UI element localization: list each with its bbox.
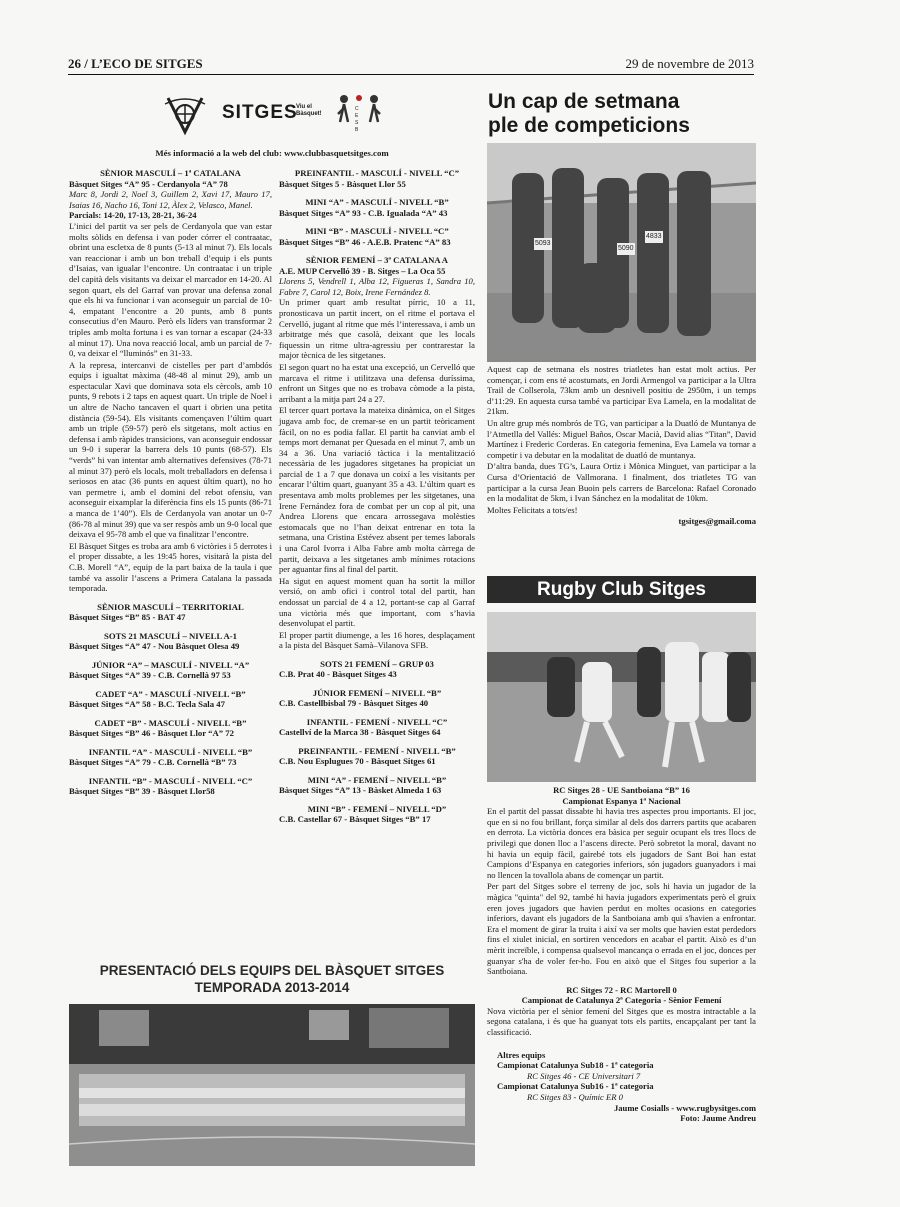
result-score: Bàsquet Sitges “A” 47 - Nou Bàsquet Olesa 49 (69, 641, 240, 652)
result-block (69, 776, 272, 797)
article-paragraph: Un altre grup més nombrós de TG, van participar a la Duatló de Muntanya de l’Atmetlla del Vallés: Miguel Baños, Oscar Macià, David alias “Titan”, David Martínez i Frederic Corderas. En categoria femenina, Eva Lamela va tornar a competir i va debutar en la modalitat de duatló de muntanya. (487, 417, 756, 460)
cesb-text: C E S B (355, 106, 359, 133)
result-title: CADET “A” - MASCULÍ -NIVELL “B” (95, 688, 246, 699)
result-score: Bàsquet Sitges 5 - Bàsquet Llor 55 (279, 178, 406, 189)
senior-femeni-score: A.E. MUP Cervelló 39 - B. Sitges – La Oca 55 (279, 265, 446, 276)
article-paragraph: Moltes Felicitats a tots/es! (487, 504, 578, 515)
result-block (279, 226, 475, 247)
result-title: MINI “A” - MASCULÍ - NIVELL “B” (305, 197, 449, 207)
result-title: CADET “B” - MASCULÍ - NIVELL “B” (94, 717, 247, 728)
rugby-article (487, 785, 756, 1124)
rugby-match-2-competition: Campionat de Catalunya 2ª Categoria - Sènior Femení (521, 995, 722, 1006)
basket-left-column (69, 168, 272, 797)
result-block (279, 688, 475, 709)
result-score: Bàsquet Sitges “B” 46 - A.E.B. Pratenc “A” 83 (279, 236, 451, 247)
race-bib: 5090 (618, 245, 634, 252)
result-title: JÚNIOR “A” – MASCULÍ - NIVELL “A” (91, 659, 250, 670)
senior-femeni-players: Llorens 5, Vendrell 1, Alba 12, Figueras 1, Sandra 10, Fabre 7, Carol 12, Boix, Irene Fernández 8. (279, 276, 475, 297)
rugby-photo-image (487, 612, 756, 782)
team-photo-image (69, 1004, 475, 1166)
club-emblem-icon (160, 92, 210, 142)
result-score: C.B. Nou Esplugues 70 - Bàsquet Sitges 61 (279, 756, 436, 767)
basket-logo-bar (160, 92, 390, 144)
viu-basquet-text: Viu el Bàsquet! (296, 104, 322, 117)
result-score: C.B. Castellar 67 - Bàsquet Sitges “B” 17 (279, 814, 431, 825)
article-paragraph: Ha sigut en aquest moment quan ha sortit la millor versió, on amb ofici i control total del partit, han endossat un parcial de 4 a 12, portant-se cap al Garraf una victòria més que important, com s’havia desenvolupat el partit. (279, 575, 475, 629)
issue-date: 29 de novembre de 2013 (625, 56, 754, 71)
sub18-result: RC Sitges 46 - CE Universitari 7 (527, 1070, 641, 1081)
result-title: SOTS 21 FEMENÍ – GRUP 03 (320, 658, 434, 669)
result-title: INFANTIL “A” - MASCULÍ - NIVELL “B” (88, 746, 253, 757)
triatlo-title (488, 90, 758, 138)
result-score: Bàsquet Sitges “B” 39 - Bàsquet Llor58 (69, 786, 215, 797)
senior-masculi-partials: Parcials: 14-20, 17-13, 28-21, 36-24 (69, 210, 197, 221)
result-title: PREINFANTIL - MASCULÍ - NIVELL “C” (294, 168, 460, 178)
result-block (279, 717, 475, 738)
senior-masculi-score: Bàsquet Sitges “A” 95 - Cerdanyola “A” 78 (69, 178, 228, 189)
result-block (69, 747, 272, 768)
result-title: INFANTIL “B” - MASCULÍ - NIVELL “C” (88, 775, 253, 786)
article-paragraph: Aquest cap de setmana els nostres triatletes han estat molt actius. Per començar, i com ens té acostumats, en Jordi Armengol va participar a la Ultra Trail de Collserola, 73km amb un desnivell positiu de 2950m, i un temps d’11:29. En aquesta cursa també va participar Eva Lamela, en la modalitat de 21km. (487, 364, 756, 417)
article-paragraph: A la represa, intercanvi de cistelles per part d’ambdós equips i igualtat màxima (48-48 al minut 29), amb un espectacular Xavi que dominava sota els cèrcols, amb 10 punts, 9 rebots i 2 taps en aquest quart. Un triple de Noel i un altre de Nacho tancaven el quart i obrien una petita distància (59-54). Els visitants començaven l’últim quart amb un triple (59-57) però els sitgetans, molt actius en defensa i amb ràpides transicions, van aconseguir endossar un 9-0 i superar la barrera dels 10 punts (68-57). Els “verds” hi van intentar amb alternatives defensives (78-71 al minut 37) però els locals, molt treballadors en defensa i seriosos en atac (36 punts en aquest últim quart), no ho van permetre i, amb el domini del rebot ofensiu, van aconseguir eixamplar la diferència fins els 15 punts (86-71 a manca de 1’40”). Els de Cerdanyola van anotar un 0-7 (86-78 al minut 39) que va ser respòs amb un 9-0 local que deixava el 95-78 amb el que va finalitzar l’encontre. (69, 359, 272, 540)
sub16-result: RC Sitges 83 - Químic ER 0 (527, 1092, 623, 1103)
senior-masculi-players: Marc 8, Jordi 2, Noel 3, Guillem 2, Xavi 17, Mauro 17, Isaias 16, Nacho 16, Toni 12, Àlex 2, Velasco, Manel. (69, 189, 272, 210)
article-paragraph: El tercer quart portava la mateixa dinàmica, on el Sitges jugava amb foc, de cremar-se en un partit teòricament fàcil, on no es podia fallar. El partit ha canviat amb el temps mort demanat per Quesada en el minut 7, amb un 34 a 36. Una variació tàctica i la mentalització necessària de les jugadores sitgetanes ha propiciat un parcial de 1 a 7 que donava un coixí a les visitants per encarar l’últim quart, guanyant 35 a 43. L’últim quart es presentava amb molts problemes per les sitgetanes, una Irene Fernández fora de combat per un cop al pit, una Andrea Llorens que encara arrossegava molèsties estomacals que no l’han deixat entrenar en tota la setmana, una Cristina Estévez absent per temes laborals i una Carol Ivorra i Alba Fabre amb molta càrrega de partit, deixava a les sitgetanes amb mínimes rotacions per aguantar fins al final del partit. (279, 405, 475, 575)
article-paragraph: L’inici del partit va ser pels de Cerdanyola que van estar molts sòlids en defensa i van poder córrer el contraatac, obrint una escletxa de 8 punts (5-13 al minut 7). Els locals van reaccionar i amb un bon treball d’equip i els punts d’Isaias, van igualar l’encontre. Un contraatac i un triple del capità dels visitants va deixar el marcador en 14-20. Al segon quart, els del Garraf van provar una defensa zonal que els hi va funcionar i van aconseguir un parcial de 10-4, empatant l’encontre a 20 punts, amb 8 punts consecutius d’en Mauro. Però els líders van transformar 2 triples amb molta fortuna i es van tornar a escapar (24-33 al minut 17). Una nova reacció local, amb un parcial de 7-0, va deixar el “lluminós” en 31-33. (69, 220, 272, 359)
article-paragraph: Per part del Sitges sobre el terreny de joc, sols hi havia un jugador de la màgica "quinta" del 92, també hi havia jugadors experimentats però el gruix eren joves jugadors que havien perdut en moltes ocasions en categories inferiors, davant els jugadors de la Santboiana amb qui s'havien a enfrontar. Era el moment de girar la truita i així va ser molts que havien estat perdedors fins el xiulet inicial, en sortiren vencedors en acabar el partit. Això es d’un mèrit increïble, i compensa qualsevol mancança o errada en el joc, donces per guanyar s'ha de voler fer-ho. Fou en això que el Sitges fou superior a la Santboiana. (487, 881, 756, 977)
result-score: Bàsquet Sitges “A” 58 - B.C. Tecla Sala 47 (69, 699, 225, 710)
rugby-match-2-score: RC Sitges 72 - RC Martorell 0 (566, 984, 677, 995)
result-score: Bàsquet Sitges “B” 85 - BAT 47 (69, 612, 186, 623)
article-paragraph: En el partit del passat dissabte hi havia tres aspectes prou importants. El joc, que en si no fou brillant, força similar al dels dos darrers partits que acabaren en derrota. La victòria donces era bàsica per seguir ocupant els tres llocs de privilegi que donen lloc a l’ascens directe. Però sobretot la moral, davant no hi havia un equip fàcil, gairebé tots els jugadors de Sant Boi han estat Campions d’Espanya en categories inferiors, són jugadors guanyadors i mai no llencen la tovallola abans de començar un partit. (487, 806, 756, 880)
basket-middle-column (279, 168, 475, 825)
article-paragraph: El Bàsquet Sitges es troba ara amb 6 victòries i 5 derrotes i el proper dissabte, a les 19:45 hores, visitarà la pista del C.B. Morell “A”, equip de la part baixa de la taula i que també va assolir l’ascens a Primera Catalana la passada temporada. (69, 540, 272, 594)
result-score: Bàsquet Sitges “A” 39 - C.B. Cornellà 97 53 (69, 670, 231, 681)
race-bib: 4833 (646, 233, 662, 240)
presentacio-line-1: PRESENTACIÓ DELS EQUIPS DEL BÀSQUET SITGES (99, 963, 445, 978)
page-number: 26 / L’ECO DE SITGES (68, 56, 203, 71)
result-title: SÈNIOR MASCULÍ – TERRITORIAL (97, 601, 244, 612)
senior-femeni-title: SÈNIOR FEMENÍ – 3ª CATALANA A (306, 255, 448, 265)
result-block (279, 659, 475, 680)
article-paragraph: El segon quart no ha estat una excepció, un Cervelló que marcava el ritme i utilitzava una defensa duríssima, enfront un Sitges que no es trobava còmode a la pista, arribant a la mitja part 24 a 27. (279, 361, 475, 404)
result-score: Castellví de la Marca 38 - Bàsquet Sitges 64 (279, 727, 441, 738)
result-block (69, 660, 272, 681)
triatlo-email: tgsitges@gmail.coma (678, 516, 756, 527)
team-photo (69, 1004, 475, 1166)
result-score: C.B. Castellbisbal 79 - Bàsquet Sitges 40 (279, 698, 429, 709)
triatlo-article (487, 364, 756, 527)
result-block (69, 631, 272, 652)
result-block (279, 746, 475, 767)
result-title: MINI “A” - FEMENÍ – NIVELL “B” (307, 774, 447, 785)
basket-web-link: Més informació a la web del club: www.clubbasquetsitges.com (155, 148, 389, 158)
sub18-competition: Campionat Catalunya Sub18 - 1ª categoria (497, 1060, 654, 1071)
presentacio-heading (69, 962, 475, 996)
result-score: Bàsquet Sitges “A” 93 - C.B. Igualada “A” 43 (279, 207, 448, 218)
rugby-photo (487, 612, 756, 782)
rugby-match-1-competition: Campionat Espanya 1ª Nacional (562, 795, 681, 806)
article-paragraph: D’altra banda, dues TG’s, Laura Ortiz i Mònica Minguet, van participar a la Cursa d’Orientació de Vallmorana. I finalment, dos triatletes TG van participar a la cursa Jean Buoin pels carrers de Barcelona: Rafael Coronado en la modalitat de 5km, i Ivan Sánchez en la modalitat de 10km. (487, 461, 756, 504)
result-block (69, 718, 272, 739)
race-bib: 5093 (535, 240, 551, 247)
sub16-competition: Campionat Catalunya Sub16 - 1ª categoria (497, 1081, 654, 1092)
result-score: Bàsquet Sitges “B” 46 - Bàsquet Llor “A” 72 (69, 728, 234, 739)
altres-equips: Altres equips (497, 1049, 546, 1060)
result-title: MINI “B” - FEMENÍ – NIVELL “D” (307, 803, 447, 814)
result-title: SOTS 21 MASCULÍ – NIVELL A-1 (104, 630, 237, 641)
result-block (69, 689, 272, 710)
article-paragraph: Un primer quart amb resultat pírric, 10 a 11, pronosticava un partit incert, on el ritme el portava el Cervelló, jugant al ritme que més l’interessava, i amb un arbitratge més que casolà, deixant que les locals fiquessin un ritme ultra-agressiu per contrarestar la major tècnica de les sitgetanes. (279, 297, 475, 361)
result-block (69, 602, 272, 623)
result-title: MINI “B” - MASCULÍ - NIVELL “C” (305, 226, 449, 236)
result-block (279, 775, 475, 796)
presentacio-line-2: TEMPORADA 2013-2014 (194, 980, 350, 995)
triatlo-photo-image (487, 143, 756, 362)
result-block (279, 804, 475, 825)
rugby-credit-author: Jaume Cosialls - www.rugbysitges.com (613, 1102, 756, 1113)
article-paragraph: Nova victòria per el sènior femení del Sitges que es mostra intractable a la segona catalana, i és que ha guanyat tots els partits, encapçalant per tant la classificació. (487, 1005, 756, 1038)
result-score: Bàsquet Sitges “A” 79 - C.B. Cornellà “B” 73 (69, 757, 237, 768)
sitges-logo-text: SITGES (222, 102, 298, 123)
senior-masculi-title: SÈNIOR MASCULÍ – 1ª CATALANA (100, 168, 241, 178)
triatlo-photo (487, 143, 756, 362)
result-title: PREINFANTIL - FEMENÍ - NIVELL “B” (298, 745, 456, 756)
triatlo-title-line-1: Un cap de setmana (488, 90, 680, 113)
result-title: INFANTIL - FEMENÍ - NIVELL “C” (306, 716, 448, 727)
result-block (279, 197, 475, 218)
article-paragraph: El proper partit diumenge, a les 16 hores, desplaçament a la pista del Bàsquet Samà–Vilanova SFB. (279, 629, 475, 651)
page-header (68, 56, 754, 75)
result-score: C.B. Prat 40 - Bàsquet Sitges 43 (279, 669, 397, 680)
rugby-credit-photo: Foto: Jaume Andreu (680, 1113, 756, 1124)
triatlo-title-line-2: ple de competicions (488, 114, 690, 137)
result-score: Bàsquet Sitges “A” 13 - Bàsket Almeda 1 63 (279, 785, 442, 796)
result-title: JÚNIOR FEMENÍ – NIVELL “B” (312, 687, 442, 698)
rugby-match-1-score: RC Sitges 28 - UE Santboiana “B” 16 (553, 785, 690, 795)
rugby-banner: Rugby Club Sitges (487, 576, 756, 603)
result-block (279, 168, 475, 189)
